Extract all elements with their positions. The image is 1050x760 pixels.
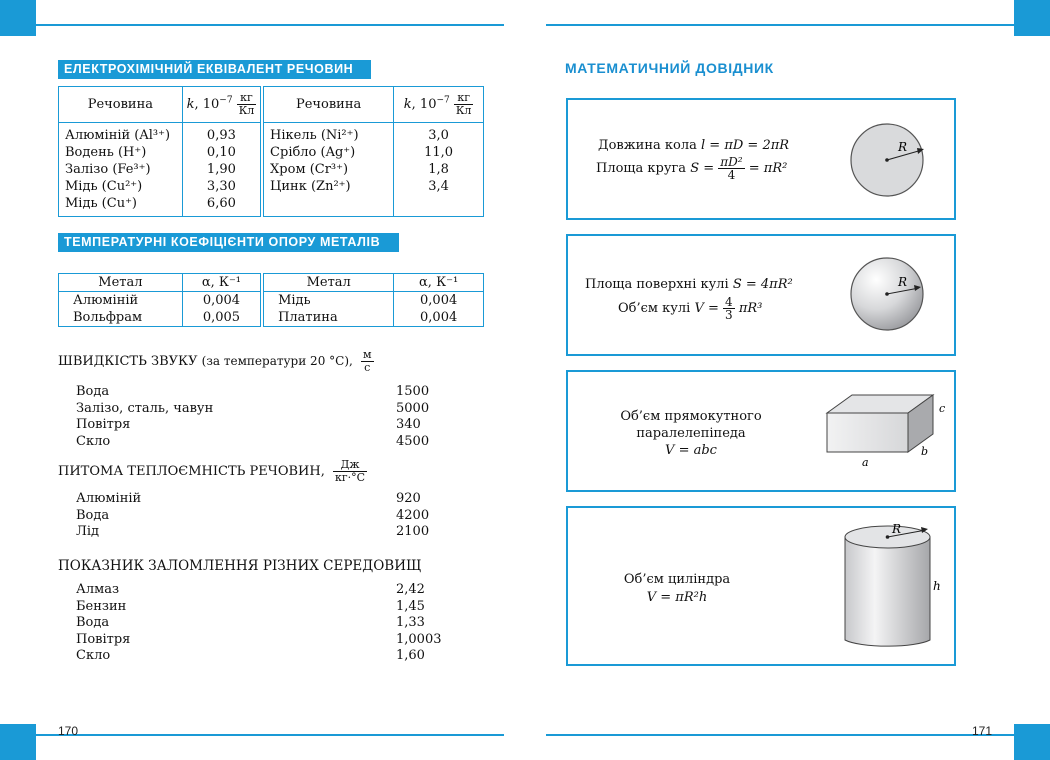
sphere-radius-label: R <box>898 275 908 289</box>
refraction-name: Скло <box>76 648 111 663</box>
electro-left-names <box>59 123 183 217</box>
sound-value: 340 <box>396 417 421 432</box>
thermo-left-names <box>59 292 183 327</box>
k-unit-num-right: кг <box>454 92 474 105</box>
sound-row <box>76 384 429 401</box>
corner-marker-top-left <box>0 0 36 36</box>
refraction-title: ПОКАЗНИК ЗАЛОМЛЕННЯ РІЗНИХ СЕРЕДОВИЩ <box>58 558 422 574</box>
heat-value: 4200 <box>396 507 430 523</box>
sound-unit-den: с <box>364 361 371 374</box>
heat-name: Вода <box>76 507 110 523</box>
bottom-rule-right <box>546 734 1014 736</box>
electro-right-names <box>262 123 394 217</box>
circle-area-rhs: = πR² <box>748 161 788 176</box>
cylinder-label: Об’єм циліндра <box>623 572 731 587</box>
electro-left-values <box>182 123 262 217</box>
sound-subtitle: (за температури 20 °С), <box>201 354 353 368</box>
parallelepiped-figure <box>820 388 950 474</box>
top-rule-left <box>36 24 504 26</box>
refraction-name: Бензин <box>76 598 127 614</box>
refraction-value: 1,33 <box>396 615 425 630</box>
sound-name: Вода <box>76 384 110 399</box>
heat-title <box>58 459 367 484</box>
sphere-volume-num: 4 <box>725 295 733 309</box>
cylinder-formula <box>612 589 742 607</box>
refraction-name: Повітря <box>76 631 131 647</box>
thermo-alpha-value: 0,004 <box>202 293 241 308</box>
electro-table <box>58 86 484 217</box>
heat-row <box>76 508 429 525</box>
electro-k-value: 3,0 <box>428 128 449 143</box>
heat-value: 920 <box>396 491 421 506</box>
electro-k-value: 0,93 <box>206 128 236 143</box>
sound-title <box>58 349 374 374</box>
electro-substance-name: Нікель (Ni²⁺) <box>270 128 359 143</box>
heat-row <box>76 524 429 541</box>
electro-col-substance-left: Речовина <box>59 87 183 123</box>
refraction-list <box>76 582 442 665</box>
sphere-volume-rhs: πR³ <box>738 301 763 316</box>
parallelepiped-label-c: c <box>939 402 946 415</box>
thermo-metal-name: Алюміній <box>73 293 139 308</box>
refraction-name: Алмаз <box>76 582 120 597</box>
heat-value: 2100 <box>396 524 430 539</box>
refraction-value: 1,45 <box>396 598 425 614</box>
sphere-volume-den: 3 <box>725 308 733 322</box>
refraction-row <box>76 582 442 599</box>
electro-k-value: 3,30 <box>206 179 236 194</box>
parallelepiped-line1: Об’єм прямокутного <box>620 409 762 424</box>
parallelepiped-formula-text: V = abc <box>665 443 717 458</box>
electro-title: ЕЛЕКТРОХІМІЧНИЙ ЕКВІВАЛЕНТ РЕЧОВИН <box>58 60 371 79</box>
heat-row <box>76 491 429 508</box>
thermo-alpha-value: 0,004 <box>420 293 458 308</box>
electro-k-value: 11,0 <box>424 145 454 160</box>
circle-radius-label: R <box>898 140 908 154</box>
parallelepiped-label-a: a <box>862 456 869 469</box>
refraction-name: Вода <box>76 615 110 630</box>
corner-marker-bottom-right <box>1014 724 1050 760</box>
electro-k-value: 6,60 <box>206 196 236 211</box>
circle-area-num: πD² <box>720 155 743 169</box>
parallelepiped-formula <box>606 442 776 459</box>
thermo-metal-name: Вольфрам <box>73 310 143 325</box>
thermo-col-metal-left: Метал <box>59 274 183 292</box>
electro-col-substance-right: Речовина <box>262 87 394 123</box>
electro-substance-name: Хром (Cr³⁺) <box>270 162 349 177</box>
sound-value: 5000 <box>396 400 430 416</box>
sound-list <box>76 384 429 450</box>
refraction-row <box>76 599 442 616</box>
cylinder-text <box>612 571 742 607</box>
parallelepiped-label-b: b <box>921 445 929 458</box>
sound-name: Залізо, сталь, чавун <box>76 400 214 416</box>
electro-k-value: 1,90 <box>206 162 236 177</box>
electro-k-value: 0,10 <box>206 145 236 160</box>
sphere-volume-lhs: V = <box>694 301 719 316</box>
sound-name: Повітря <box>76 417 131 432</box>
electro-substance-name: Алюміній (Al³⁺) <box>65 128 171 143</box>
electro-col-k-right: k, $10^{-7}$ $\frac{кг}{Кл}$ <box>394 87 484 123</box>
sphere-volume-label: Об’єм кулі <box>618 301 691 316</box>
k-unit-num: кг <box>237 92 257 105</box>
cylinder-figure <box>838 516 948 658</box>
refraction-row <box>76 648 442 665</box>
math-title: МАТЕМАТИЧНИЙ ДОВІДНИК <box>565 60 774 76</box>
cylinder-formula-text: V = πR²h <box>646 590 708 605</box>
circle-length-label: Довжина кола <box>598 138 697 153</box>
heat-unit <box>333 459 367 484</box>
parallelepiped-text <box>606 408 776 459</box>
sound-row <box>76 401 429 418</box>
heat-name: Лід <box>76 524 100 539</box>
cylinder-height-label: h <box>933 579 941 593</box>
k-exponent: −7 <box>219 95 233 106</box>
electro-substance-name: Цинк (Zn²⁺) <box>270 179 351 194</box>
sound-unit-num: м <box>362 348 372 361</box>
corner-marker-bottom-left <box>0 724 36 760</box>
bottom-rule-left <box>36 734 504 736</box>
thermo-title: ТЕМПЕРАТУРНІ КОЕФІЦІЄНТИ ОПОРУ МЕТАЛІВ <box>58 233 399 252</box>
circle-area <box>596 156 787 181</box>
electro-substance-name: Срібло (Ag⁺) <box>270 145 356 160</box>
circle-area-lhs: S = <box>690 161 715 176</box>
k-unit-den: Кл <box>238 104 255 117</box>
sphere-figure <box>846 256 932 338</box>
refraction-row <box>76 615 442 632</box>
top-rule-right <box>546 24 1014 26</box>
heat-unit-den: кг·°С <box>334 471 366 484</box>
electro-col-k-left: k, $10^{-7}$ $\frac{кг}{Кл}$ <box>182 87 262 123</box>
thermo-right-values <box>394 292 484 327</box>
page-number-right: 171 <box>972 724 993 738</box>
sound-row <box>76 417 429 434</box>
thermo-left-values <box>182 292 262 327</box>
electro-k-value: 3,4 <box>428 179 449 194</box>
thermo-right-names <box>262 292 394 327</box>
circle-length-formula: l = πD = 2πR <box>701 138 790 153</box>
k-unit-fraction-right <box>454 92 474 117</box>
circle-figure <box>846 120 932 202</box>
refraction-value: 2,42 <box>396 582 425 597</box>
thermo-col-metal-right: Метал <box>262 274 394 292</box>
thermo-col-alpha-left: α, К⁻¹ <box>182 274 262 292</box>
sound-row <box>76 434 429 451</box>
refraction-row <box>76 632 442 649</box>
refraction-value: 1,0003 <box>396 631 442 647</box>
sound-value: 1500 <box>396 384 430 399</box>
circle-area-den: 4 <box>727 168 736 182</box>
sound-name: Скло <box>76 433 111 449</box>
circle-length <box>598 138 789 153</box>
heat-list <box>76 491 429 541</box>
electro-k-value: 1,8 <box>428 162 449 177</box>
sphere-surface-label: Площа поверхні кулі <box>585 277 729 292</box>
sound-unit <box>361 349 374 374</box>
electro-substance-name: Мідь (Cu²⁺) <box>65 179 143 194</box>
k-unit-fraction <box>237 92 257 117</box>
sphere-volume-fraction <box>723 296 735 321</box>
circle-area-fraction <box>718 156 744 181</box>
electro-substance-name: Залізо (Fe³⁺) <box>65 162 151 177</box>
thermo-alpha-value: 0,005 <box>202 310 241 325</box>
thermo-metal-name: Платина <box>278 310 338 325</box>
electro-substance-name: Водень (H⁺) <box>65 145 147 160</box>
refraction-value: 1,60 <box>396 648 425 663</box>
page-number-left: 170 <box>58 724 79 738</box>
sphere-surface <box>585 277 793 292</box>
electro-right-values <box>394 123 484 217</box>
sphere-surface-formula: S = 4πR² <box>732 277 793 292</box>
thermo-alpha-value: 0,004 <box>420 310 458 325</box>
thermo-table <box>58 273 484 327</box>
cylinder-radius-label: R <box>892 522 902 536</box>
thermo-col-alpha-right: α, К⁻¹ <box>394 274 484 292</box>
electro-substance-name: Мідь (Cu⁺) <box>65 196 138 211</box>
parallelepiped-line2: паралелепіпеда <box>636 426 746 441</box>
corner-marker-top-right <box>1014 0 1050 36</box>
heat-name: Алюміній <box>76 491 142 506</box>
sphere-volume <box>618 296 762 321</box>
sound-title-text: ШВИДКІСТЬ ЗВУКУ <box>58 354 198 369</box>
circle-area-label: Площа круга <box>596 161 687 176</box>
thermo-metal-name: Мідь <box>278 293 311 308</box>
k-exponent-right: −7 <box>436 95 450 106</box>
heat-title-text: ПИТОМА ТЕПЛОЄМНІСТЬ РЕЧОВИН, <box>58 464 325 479</box>
heat-unit-num: Дж <box>333 459 367 472</box>
sound-value: 4500 <box>396 433 430 449</box>
k-unit-den-right: Кл <box>455 104 472 117</box>
